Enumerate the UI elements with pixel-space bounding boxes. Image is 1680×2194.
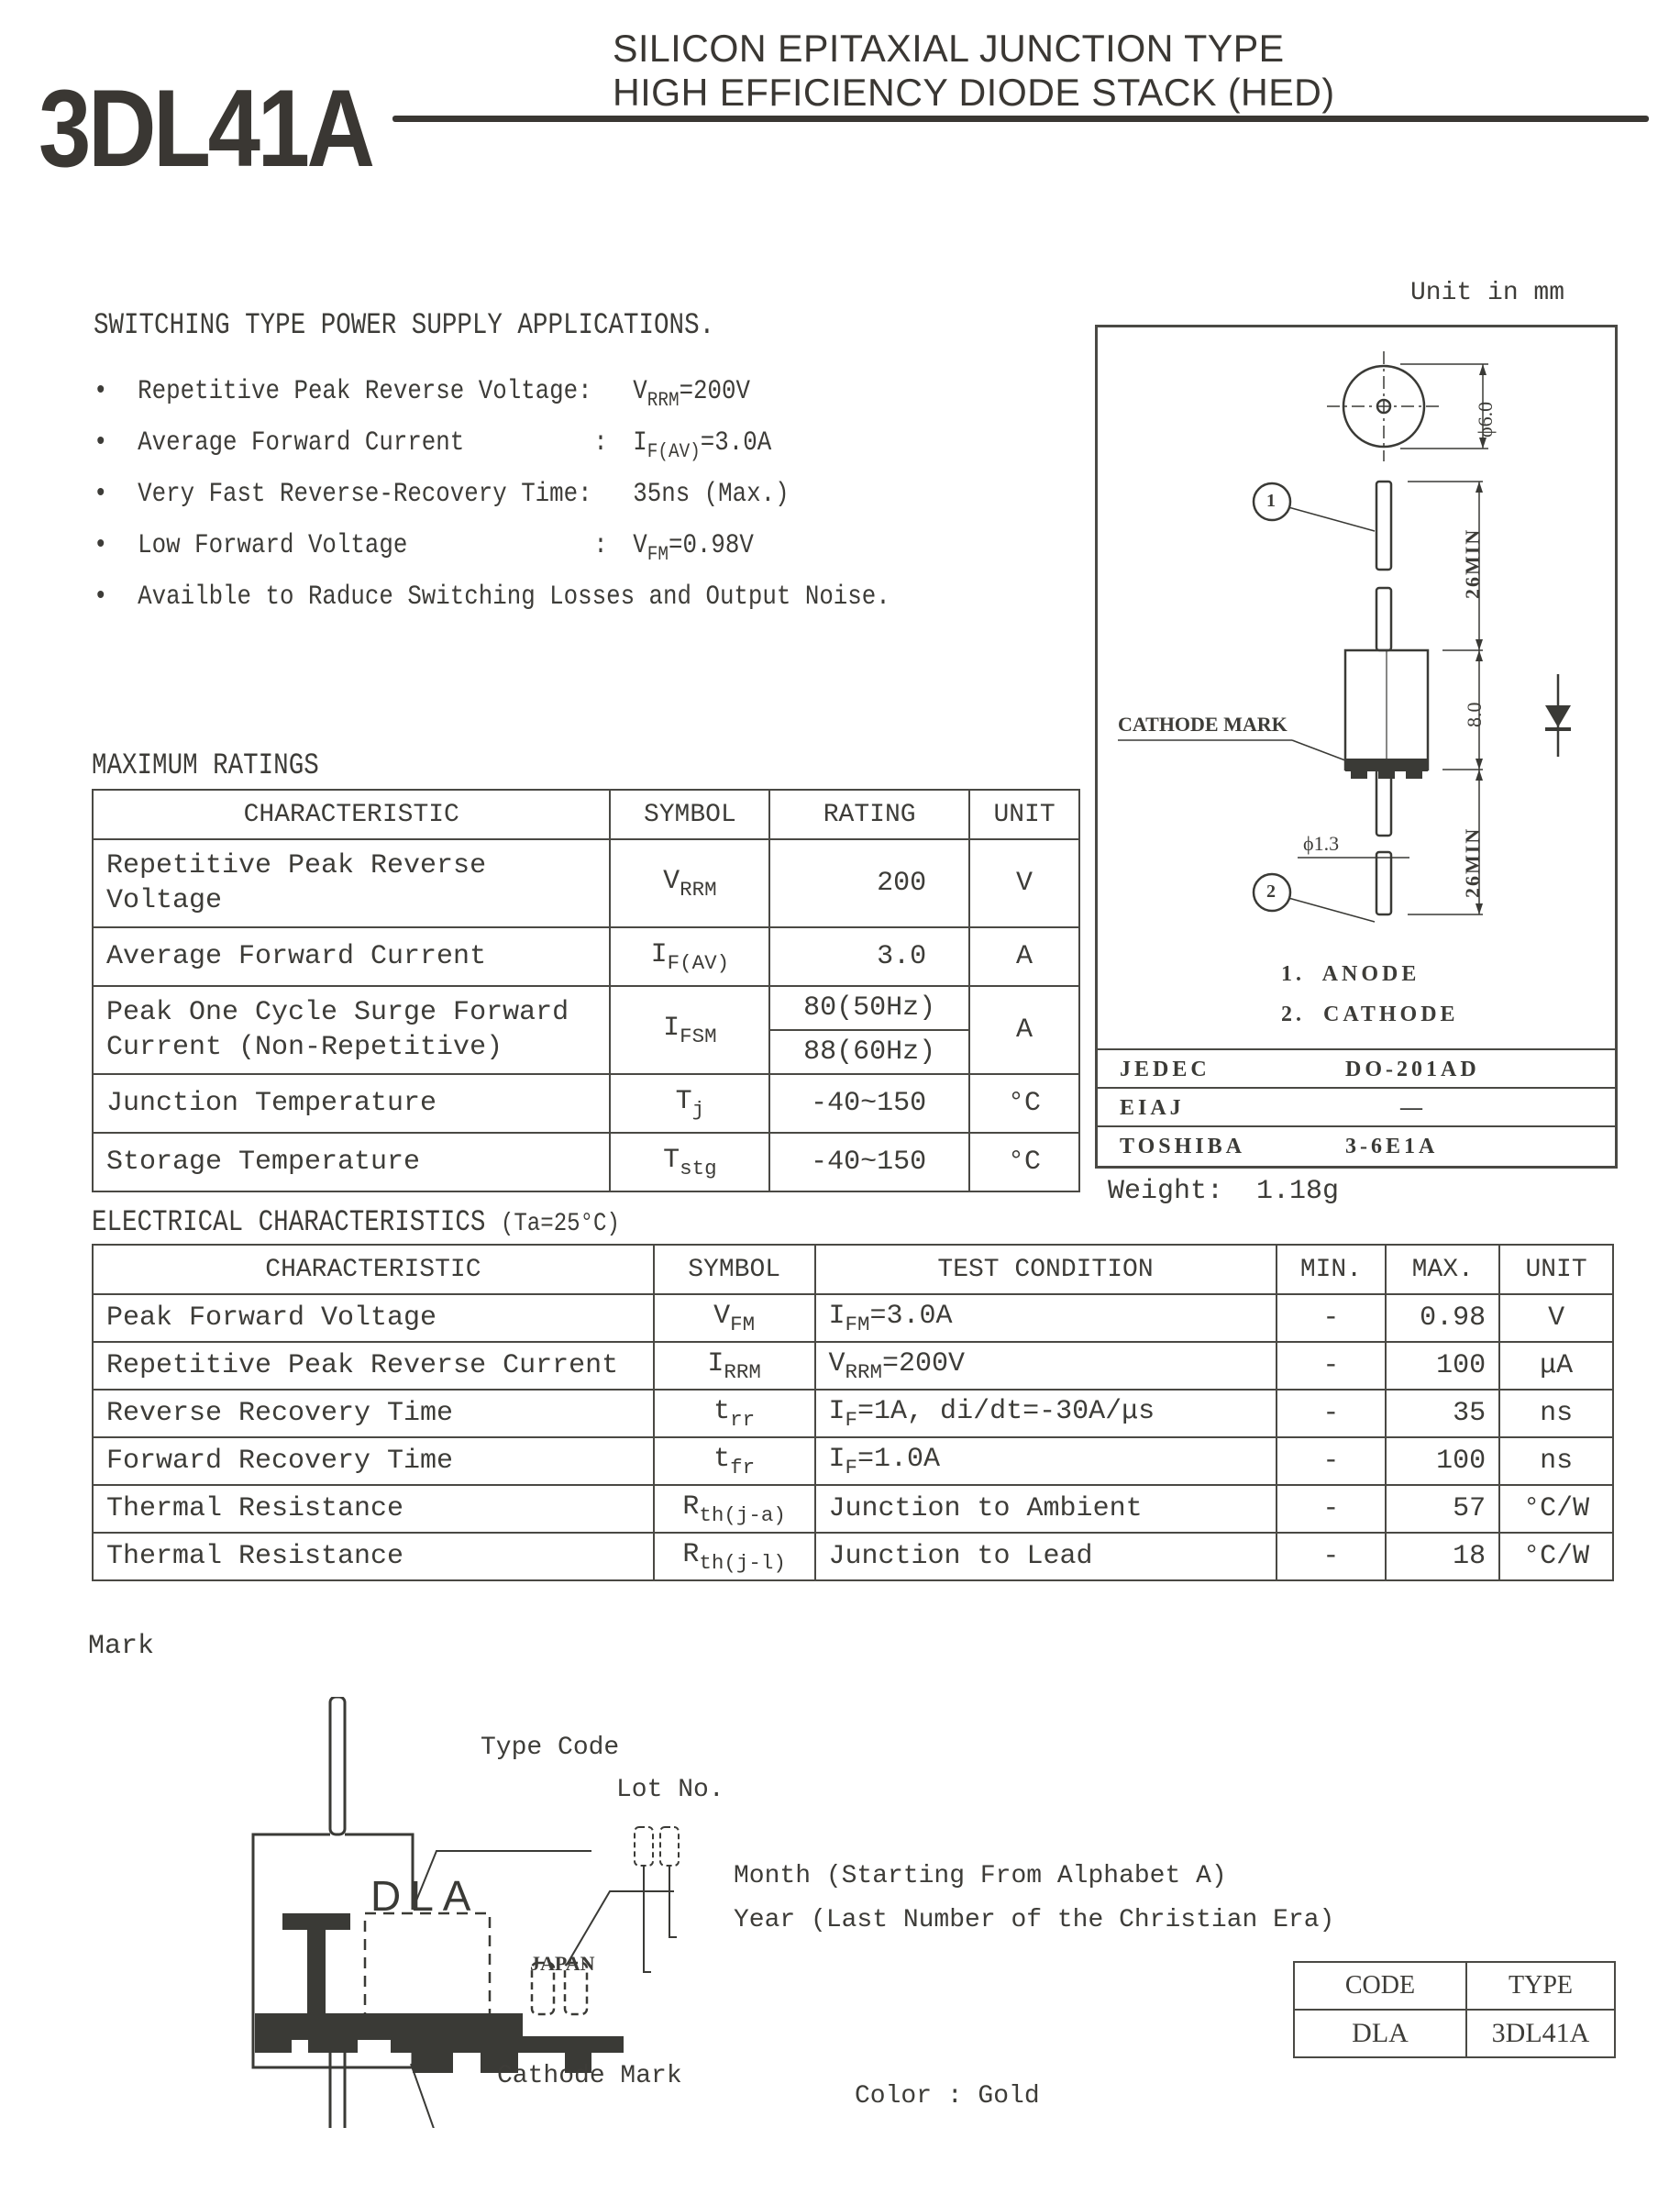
package-drawing xyxy=(1095,325,1618,1169)
feature-symbol-letter: I xyxy=(633,427,647,459)
cell-max: 18 xyxy=(1386,1533,1499,1580)
rating-60hz: 88(60Hz) xyxy=(803,1036,936,1068)
feature-value-text: 35ns (Max.) xyxy=(633,479,790,510)
feature-label: Very Fast Reverse-Recovery Time: xyxy=(138,479,592,510)
feature-item xyxy=(94,376,961,413)
table-row xyxy=(93,1133,1079,1191)
condition-text: =3.0A xyxy=(869,1300,953,1332)
condition-symbol-letter: I xyxy=(828,1443,846,1475)
standard-value: — xyxy=(1400,1096,1426,1120)
feature-value-text: =0.98V xyxy=(668,530,754,561)
cell-characteristic: Junction Temperature xyxy=(93,1074,610,1133)
mark-top-lead xyxy=(330,1697,345,1834)
cell-unit: A xyxy=(969,986,1079,1074)
cell-characteristic: Storage Temperature xyxy=(93,1133,610,1191)
table-row xyxy=(93,1533,1613,1580)
bullet-icon: • xyxy=(94,427,108,459)
condition-symbol-subscript: FM xyxy=(845,1312,870,1336)
cell-unit: °C xyxy=(969,1133,1079,1191)
cell-rating: -40~150 xyxy=(769,1074,969,1133)
feature-item xyxy=(94,530,961,567)
header-symbol: SYMBOL xyxy=(610,790,769,839)
cell-rating: 3.0 xyxy=(769,927,969,986)
table-row xyxy=(93,1074,1079,1133)
table-row xyxy=(93,839,1079,927)
symbol-letter: V xyxy=(663,865,680,897)
feature-value xyxy=(633,376,750,412)
cell-min: - xyxy=(1277,1390,1387,1437)
header-rating: RATING xyxy=(769,790,969,839)
feature-label: Average Forward Current xyxy=(138,427,465,459)
cell-symbol xyxy=(610,1133,769,1191)
feature-label: Repetitive Peak Reverse Voltage: xyxy=(138,376,592,407)
cell-characteristic: Thermal Resistance xyxy=(93,1485,654,1533)
country-mark: JAPAN xyxy=(530,1952,595,1975)
type-value: 3DL41A xyxy=(1466,2010,1615,2057)
cathode-mark-text: Cathode Mark xyxy=(497,2062,682,2090)
package-outline-svg xyxy=(1098,327,1615,1043)
cell-max: 0.98 xyxy=(1386,1294,1499,1342)
header-rule xyxy=(392,116,1649,122)
cell-min: - xyxy=(1277,1533,1387,1580)
table-row xyxy=(93,1390,1613,1437)
cell-max: 35 xyxy=(1386,1390,1499,1437)
header-unit: UNIT xyxy=(969,790,1079,839)
table-header-row xyxy=(93,790,1079,839)
condition-symbol-subscript: F xyxy=(845,1455,858,1479)
symbol-subscript: th(j-l) xyxy=(699,1550,786,1575)
condition-text: =1A, di/dt=-30A/μs xyxy=(857,1395,1155,1427)
symbol-subscript: fr xyxy=(730,1455,756,1479)
dim-body-diameter: ϕ6.0 xyxy=(1474,401,1497,438)
feature-value xyxy=(633,427,771,463)
condition-text: Junction to Ambient xyxy=(828,1493,1143,1524)
feature-item xyxy=(94,479,961,515)
cell-characteristic: Repetitive Peak Reverse Current xyxy=(93,1342,654,1390)
max-ratings-table xyxy=(92,789,1080,1192)
standard-org: EIAJ xyxy=(1120,1096,1185,1120)
year-label: Year (Last Number of the Christian Era) xyxy=(734,1906,1335,1934)
standard-value: 3-6E1A xyxy=(1345,1135,1439,1158)
header-code: CODE xyxy=(1294,1962,1466,2010)
symbol-letter: I xyxy=(707,1347,724,1380)
cell-characteristic: Peak One Cycle Surge Forward Current (Non-Repetitive) xyxy=(93,986,610,1074)
feature-symbol-subscript: RRM xyxy=(647,387,680,412)
cell-test-condition xyxy=(815,1294,1277,1342)
cathode-mark-label: CATHODE MARK xyxy=(1118,713,1288,736)
mark-bottom-lead xyxy=(330,2045,345,2128)
subtitle-line1: SILICON EPITAXIAL JUNCTION TYPE xyxy=(613,27,1285,70)
feature-value-text: =3.0A xyxy=(700,427,772,459)
dim-lead-bottom: 26MIN xyxy=(1461,826,1484,898)
table-row xyxy=(93,927,1079,986)
table-row xyxy=(93,1437,1613,1485)
bullet-icon: • xyxy=(94,582,108,613)
lot-sample-year-box xyxy=(635,1827,653,1866)
feature-value-text: =200V xyxy=(679,376,750,407)
upper-lead xyxy=(1376,482,1391,570)
pin2-number: 2 xyxy=(1266,881,1276,902)
cell-characteristic: Average Forward Current xyxy=(93,927,610,986)
cell-symbol xyxy=(610,839,769,927)
table-row xyxy=(93,1485,1613,1533)
cell-test-condition xyxy=(815,1390,1277,1437)
code-value: DLA xyxy=(1294,2010,1466,2057)
cell-test-condition xyxy=(815,1485,1277,1533)
cell-max: 57 xyxy=(1386,1485,1499,1533)
cell-min: - xyxy=(1277,1485,1387,1533)
cell-test-condition xyxy=(815,1437,1277,1485)
bullet-icon: • xyxy=(94,530,108,561)
header-max: MAX. xyxy=(1386,1245,1499,1294)
symbol-letter: I xyxy=(650,938,668,970)
standard-row-toshiba xyxy=(1098,1125,1615,1166)
symbol-letter: T xyxy=(675,1085,692,1117)
electrical-title-text: ELECTRICAL CHARACTERISTICS xyxy=(92,1205,486,1239)
cell-characteristic: Reverse Recovery Time xyxy=(93,1390,654,1437)
feature-symbol-letter: V xyxy=(633,376,647,407)
cell-unit: A xyxy=(969,927,1079,986)
cell-symbol xyxy=(654,1437,815,1485)
symbol-subscript: F(AV) xyxy=(667,950,730,975)
table-row xyxy=(93,986,1079,1074)
electrical-condition: (Ta=25°C) xyxy=(500,1210,620,1238)
cell-symbol xyxy=(654,1485,815,1533)
symbol-letter: V xyxy=(713,1300,731,1332)
cell-min: - xyxy=(1277,1342,1387,1390)
symbol-letter: t xyxy=(713,1443,731,1475)
cell-symbol xyxy=(654,1342,815,1390)
cell-min: - xyxy=(1277,1294,1387,1342)
symbol-subscript: stg xyxy=(680,1156,717,1180)
symbol-subscript: th(j-a) xyxy=(699,1502,786,1527)
mark-title: Mark xyxy=(88,1631,155,1662)
feature-label: Low Forward Voltage xyxy=(138,530,408,561)
package-weight: Weight: 1.18g xyxy=(1108,1176,1340,1207)
feature-value xyxy=(633,479,789,510)
standard-value: DO-201AD xyxy=(1345,1058,1480,1081)
header-type: TYPE xyxy=(1466,1962,1615,2010)
symbol-letter: t xyxy=(713,1395,731,1427)
cell-rating: 200 xyxy=(769,839,969,927)
cell-max: 100 xyxy=(1386,1342,1499,1390)
cell-unit: °C/W xyxy=(1499,1485,1613,1533)
table-header-row xyxy=(93,1245,1613,1294)
cell-characteristic: Repetitive Peak Reverse Voltage xyxy=(93,839,610,927)
standard-row-jedec xyxy=(1098,1048,1615,1089)
code-type-table xyxy=(1293,1961,1616,2058)
standard-row-eiaj xyxy=(1098,1087,1615,1127)
cell-test-condition xyxy=(815,1533,1277,1580)
feature-value xyxy=(633,530,754,566)
header-characteristic: CHARACTERISTIC xyxy=(93,1245,654,1294)
standard-org: JEDEC xyxy=(1120,1058,1210,1081)
symbol-letter: R xyxy=(682,1490,700,1523)
cell-unit: μA xyxy=(1499,1342,1613,1390)
table-row xyxy=(93,1342,1613,1390)
cell-symbol xyxy=(610,927,769,986)
symbol-letter: R xyxy=(682,1538,700,1570)
rating-50hz: 80(50Hz) xyxy=(770,987,968,1031)
lot-no-label: Lot No. xyxy=(616,1776,724,1804)
header-unit: UNIT xyxy=(1499,1245,1613,1294)
symbol-letter: I xyxy=(663,1012,680,1044)
condition-symbol-letter: V xyxy=(828,1347,846,1380)
condition-symbol-subscript: F xyxy=(845,1407,858,1432)
feature-item xyxy=(94,582,961,618)
cell-test-condition xyxy=(815,1342,1277,1390)
feature-symbol-subscript: F(AV) xyxy=(647,438,701,463)
dim-body-length: 8.0 xyxy=(1463,702,1486,727)
cell-characteristic: Thermal Resistance xyxy=(93,1533,654,1580)
bullet-icon: • xyxy=(94,376,108,407)
symbol-letter: T xyxy=(663,1144,680,1176)
lower-lead xyxy=(1376,770,1391,836)
lot-sample-month-box xyxy=(660,1827,679,1866)
cell-symbol xyxy=(654,1533,815,1580)
dim-lead-top: 26MIN xyxy=(1461,527,1484,599)
condition-text: =1.0A xyxy=(857,1443,941,1475)
symbol-subscript: FSM xyxy=(680,1024,717,1048)
month-label: Month (Starting From Alphabet A) xyxy=(734,1862,1227,1890)
color-label: Color : Gold xyxy=(855,2082,1040,2111)
feature-colon: : xyxy=(593,427,608,459)
applications-heading: SWITCHING TYPE POWER SUPPLY APPLICATIONS. xyxy=(94,308,715,342)
header-characteristic: CHARACTERISTIC xyxy=(93,790,610,839)
cell-symbol xyxy=(610,986,769,1074)
symbol-subscript: FM xyxy=(730,1312,756,1336)
cell-max: 100 xyxy=(1386,1437,1499,1485)
condition-symbol-subscript: RRM xyxy=(845,1359,883,1384)
feature-item xyxy=(94,427,961,464)
part-number: 3DL41A xyxy=(39,67,372,190)
feature-symbol-subscript: FM xyxy=(647,541,669,566)
table-row xyxy=(93,1294,1613,1342)
cell-characteristic: Forward Recovery Time xyxy=(93,1437,654,1485)
cell-unit: V xyxy=(969,839,1079,927)
toshiba-logo-bar xyxy=(282,1913,350,1930)
cell-rating xyxy=(769,986,969,1074)
feature-label: Availble to Raduce Switching Losses and Output Noise. xyxy=(138,582,890,613)
header-symbol: SYMBOL xyxy=(654,1245,815,1294)
cell-unit: V xyxy=(1499,1294,1613,1342)
pin-legend-anode: 1. ANODE xyxy=(1281,962,1420,986)
condition-symbol-letter: I xyxy=(828,1395,846,1427)
cell-characteristic: Peak Forward Voltage xyxy=(93,1294,654,1342)
condition-text: Junction to Lead xyxy=(828,1541,1093,1572)
standard-org: TOSHIBA xyxy=(1120,1135,1245,1158)
table-header-row xyxy=(1294,1962,1615,2010)
cell-min: - xyxy=(1277,1437,1387,1485)
electrical-title xyxy=(92,1205,620,1239)
table-row xyxy=(1294,2010,1615,2057)
symbol-subscript: j xyxy=(691,1097,705,1122)
symbol-subscript: RRM xyxy=(724,1359,761,1384)
bullet-icon: • xyxy=(94,479,108,510)
cell-unit: ns xyxy=(1499,1390,1613,1437)
cell-unit: °C xyxy=(969,1074,1079,1133)
header-test-condition: TEST CONDITION xyxy=(815,1245,1277,1294)
subtitle-line2: HIGH EFFICIENCY DIODE STACK (HED) xyxy=(613,71,1335,114)
dim-lead-diameter: ϕ1.3 xyxy=(1303,832,1340,855)
electrical-table xyxy=(92,1244,1614,1581)
symbol-subscript: RRM xyxy=(680,877,717,902)
feature-colon: : xyxy=(593,530,608,561)
cell-unit: °C/W xyxy=(1499,1533,1613,1580)
cell-rating: -40~150 xyxy=(769,1133,969,1191)
condition-text: =200V xyxy=(882,1347,966,1380)
condition-symbol-letter: I xyxy=(828,1300,846,1332)
cell-unit: ns xyxy=(1499,1437,1613,1485)
cell-symbol xyxy=(610,1074,769,1133)
pin-legend-cathode: 2. CATHODE xyxy=(1281,1003,1459,1026)
type-code-label: Type Code xyxy=(481,1734,620,1762)
unit-label: Unit in mm xyxy=(1410,279,1565,307)
max-ratings-title: MAXIMUM RATINGS xyxy=(92,748,319,782)
header-min: MIN. xyxy=(1277,1245,1387,1294)
pin1-number: 1 xyxy=(1266,491,1276,511)
cell-symbol xyxy=(654,1390,815,1437)
symbol-subscript: rr xyxy=(730,1407,756,1432)
cell-symbol xyxy=(654,1294,815,1342)
type-code-value: DLA xyxy=(370,1872,481,1920)
feature-symbol-letter: V xyxy=(633,530,647,561)
